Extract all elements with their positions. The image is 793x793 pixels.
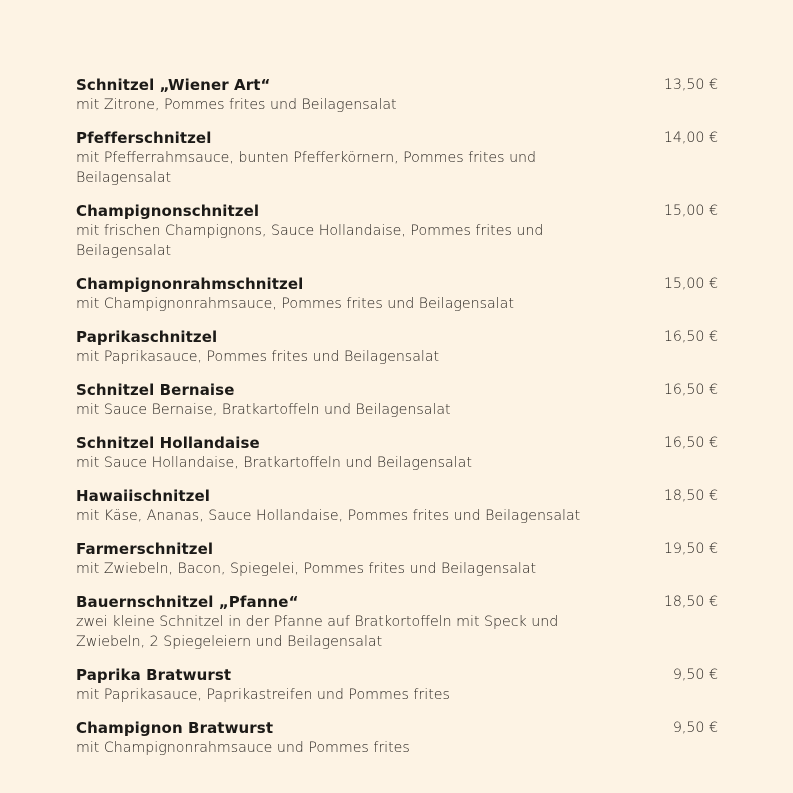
item-price: 18,50 €	[663, 488, 718, 504]
item-description: mit Paprikasauce, Paprikastreifen und Pommes frites	[76, 687, 450, 703]
item-price: 16,50 €	[663, 435, 718, 451]
menu-list	[76, 75, 718, 771]
item-price: 19,50 €	[663, 541, 718, 557]
item-description: mit Champignonrahmsauce und Pommes frites	[76, 740, 410, 756]
item-price: 18,50 €	[663, 594, 718, 610]
item-description: mit Sauce Hollandaise, Bratkartoffeln und Beilagensalat	[76, 455, 472, 471]
menu-item-champignonschnitzel	[76, 201, 718, 261]
menu-item-champignon-bratwurst	[76, 718, 718, 758]
item-name: Farmerschnitzel	[76, 540, 214, 558]
item-description: mit Champignonrahmsauce, Pommes frites und Beilagensalat	[76, 296, 514, 312]
item-price: 14,00 €	[663, 130, 718, 146]
menu-item-paprika-bratwurst	[76, 665, 718, 705]
menu-item-pfefferschnitzel	[76, 128, 718, 188]
menu-item-champignonrahmschnitzel	[76, 274, 718, 314]
item-description: mit Zwiebeln, Bacon, Spiegelei, Pommes frites und Beilagensalat	[76, 561, 537, 577]
item-name: Paprika Bratwurst	[76, 666, 232, 684]
item-name: Champignon Bratwurst	[76, 719, 274, 737]
menu-item-schnitzel-hollandaise	[76, 433, 718, 473]
menu-item-schnitzel-bernaise	[76, 380, 718, 420]
item-name: Schnitzel Bernaise	[76, 381, 235, 399]
item-description: mit frischen Champignons, Sauce Hollandaise, Pommes frites und Beilagensalat	[76, 223, 544, 259]
item-name: Champignonrahmschnitzel	[76, 275, 304, 293]
item-price: 9,50 €	[672, 667, 718, 683]
item-description: mit Sauce Bernaise, Bratkartoffeln und Beilagensalat	[76, 402, 451, 418]
item-description: zwei kleine Schnitzel in der Pfanne auf Bratkortoffeln mit Speck und Zwiebeln, 2 Spiegeleiern und Beilagensalat	[76, 614, 559, 650]
item-name: Pfefferschnitzel	[76, 129, 212, 147]
item-price: 16,50 €	[663, 382, 718, 398]
item-price: 15,00 €	[663, 276, 718, 292]
menu-item-wiener-schnitzel	[76, 75, 718, 115]
item-price: 16,50 €	[663, 329, 718, 345]
item-description: mit Paprikasauce, Pommes frites und Beilagensalat	[76, 349, 440, 365]
item-price: 9,50 €	[672, 720, 718, 736]
item-price: 13,50 €	[663, 77, 718, 93]
item-name: Champignonschnitzel	[76, 202, 260, 220]
item-name: Paprikaschnitzel	[76, 328, 218, 346]
item-name: Bauernschnitzel „Pfanne“	[76, 593, 299, 611]
item-name: Schnitzel „Wiener Art“	[76, 76, 271, 94]
menu-item-hawaiischnitzel	[76, 486, 718, 526]
item-description: mit Pfefferrahmsauce, bunten Pfefferkörnern, Pommes frites und Beilagensalat	[76, 150, 537, 186]
menu-item-farmerschnitzel	[76, 539, 718, 579]
menu-item-bauernschnitzel-pfanne	[76, 592, 718, 652]
item-name: Schnitzel Hollandaise	[76, 434, 260, 452]
item-price: 15,00 €	[663, 203, 718, 219]
item-description: mit Zitrone, Pommes frites und Beilagensalat	[76, 97, 397, 113]
menu-item-paprikaschnitzel	[76, 327, 718, 367]
item-description: mit Käse, Ananas, Sauce Hollandaise, Pommes frites und Beilagensalat	[76, 508, 581, 524]
item-name: Hawaiischnitzel	[76, 487, 210, 505]
